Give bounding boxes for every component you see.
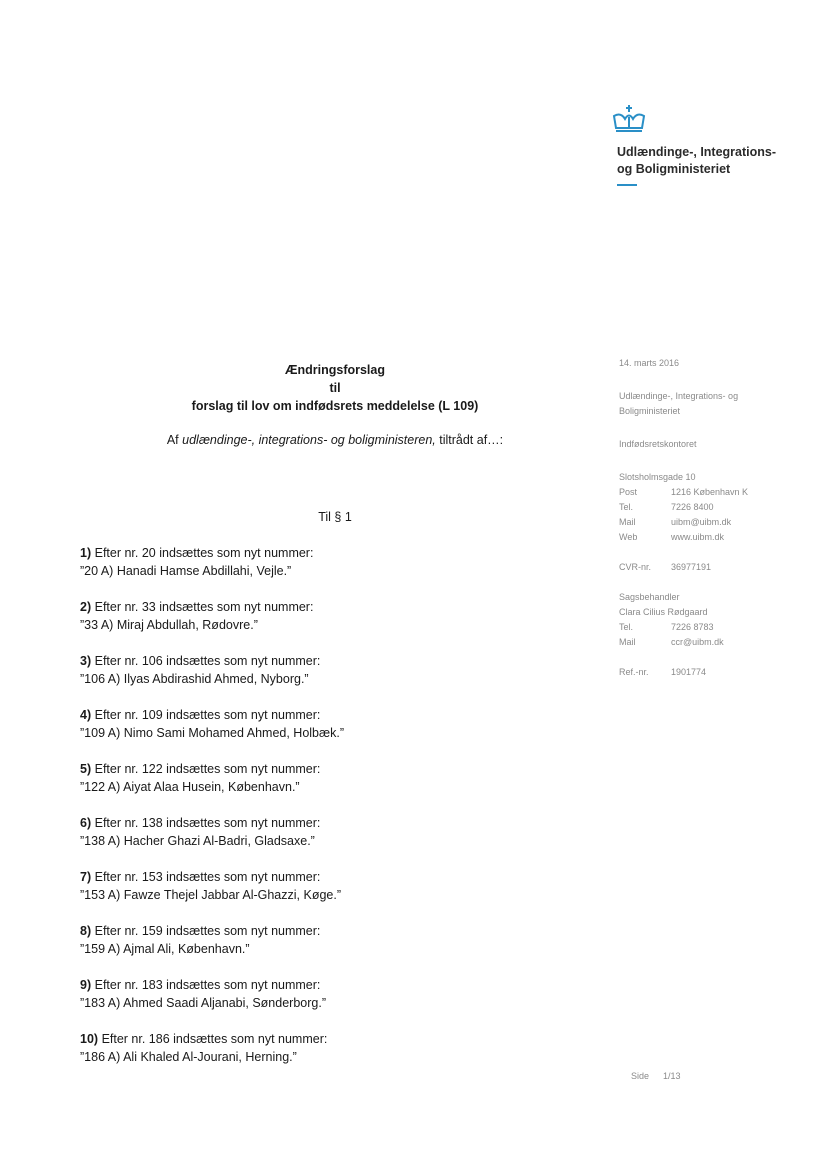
amendment-item [80, 544, 550, 598]
amendment-instruction: Efter nr. 183 indsættes som nyt nummer: [94, 978, 321, 992]
logo-underline [617, 184, 637, 186]
contact-value: 7226 8783 [671, 622, 714, 632]
amendment-instruction: Efter nr. 122 indsættes som nyt nummer: [94, 762, 321, 776]
amendment-item [80, 1030, 550, 1084]
contact-key: Post [619, 487, 638, 497]
contact-key: Mail [619, 637, 636, 647]
amendment-number: 2) [80, 600, 92, 614]
page-indicator [631, 1071, 681, 1081]
cvr-label: CVR-nr. [619, 562, 652, 572]
contact-value: 1216 København K [671, 487, 749, 497]
amendment-instruction: Efter nr. 138 indsættes som nyt nummer: [94, 816, 321, 830]
contact-row-web [619, 530, 799, 545]
contact-value: ccr@uibm.dk [671, 637, 724, 647]
street-address: Slotsholmsgade 10 [619, 472, 696, 482]
amendment-instruction: Efter nr. 109 indsættes som nyt nummer: [94, 708, 321, 722]
amendment-number: 3) [80, 654, 92, 668]
amendment-entry: ”109 A) Nimo Sami Mohamed Ahmed, Holbæk.” [80, 726, 344, 740]
amendment-number: 6) [80, 816, 92, 830]
amendment-instruction: Efter nr. 106 indsættes som nyt nummer: [94, 654, 321, 668]
amendment-entry: ”153 A) Fawze Thejel Jabbar Al-Ghazzi, Køge.” [80, 888, 341, 902]
caseworker-row-mail [619, 635, 799, 650]
reference-value: 1901774 [671, 667, 707, 677]
amendment-entry: ”183 A) Ahmed Saadi Aljanabi, Sønderborg.” [80, 996, 326, 1010]
byline-minister: udlændinge-, integrations- og boligministeren, [182, 433, 436, 447]
contact-key: Tel. [619, 502, 634, 512]
amendment-number: 4) [80, 708, 92, 722]
amendment-item [80, 868, 550, 922]
amendment-entry: ”20 A) Hanadi Hamse Abdillahi, Vejle.” [80, 564, 292, 578]
amendment-number: 1) [80, 546, 92, 560]
document-heading [130, 361, 540, 415]
heading-line-2: til [329, 381, 341, 395]
amendment-number: 10) [80, 1032, 99, 1046]
contact-block [619, 470, 799, 545]
amendment-item [80, 760, 550, 814]
contact-key: Mail [619, 517, 636, 527]
ministry-name [617, 144, 787, 178]
amendment-entry: ”186 A) Ali Khaled Al-Jourani, Herning.” [80, 1050, 297, 1064]
amendment-item [80, 706, 550, 760]
contact-row-mail [619, 515, 799, 530]
royal-crown-icon [612, 104, 646, 134]
amendment-instruction: Efter nr. 20 indsættes som nyt nummer: [94, 546, 314, 560]
document-date: 14. marts 2016 [619, 358, 680, 368]
amendment-instruction: Efter nr. 186 indsættes som nyt nummer: [101, 1032, 328, 1046]
amendment-item [80, 652, 550, 706]
reference-label: Ref.-nr. [619, 667, 649, 677]
caseworker-name: Clara Cilius Rødgaard [619, 607, 708, 617]
cvr-row [619, 560, 799, 575]
amendment-entry: ”33 A) Miraj Abdullah, Rødovre.” [80, 618, 258, 632]
amendment-list [80, 544, 550, 1084]
heading-line-3: forslag til lov om indfødsrets meddelelse (L 109) [191, 399, 479, 413]
contact-row-post [619, 485, 799, 500]
org-line-1: Udlændinge-, Integrations- og [619, 391, 739, 401]
amendment-instruction: Efter nr. 153 indsættes som nyt nummer: [94, 870, 321, 884]
contact-value: www.uibm.dk [671, 532, 725, 542]
reference-row [619, 665, 799, 680]
amendment-number: 5) [80, 762, 92, 776]
section-title: Til § 1 [318, 510, 352, 524]
cvr-value: 36977191 [671, 562, 712, 572]
byline [130, 433, 540, 447]
contact-row-tel [619, 500, 799, 515]
org-line-2: Boligministeriet [619, 406, 681, 416]
heading-line-1: Ændringsforslag [284, 363, 385, 377]
contact-value: 7226 8400 [671, 502, 714, 512]
ministry-name-line-1: Udlændinge-, Integrations- [617, 145, 777, 159]
page-label: Side [631, 1071, 650, 1081]
caseworker-row-tel [619, 620, 799, 635]
amendment-entry: ”122 A) Aiyat Alaa Husein, København.” [80, 780, 300, 794]
amendment-number: 8) [80, 924, 92, 938]
amendment-entry: ”138 A) Hacher Ghazi Al-Badri, Gladsaxe.” [80, 834, 315, 848]
amendment-item [80, 976, 550, 1030]
amendment-item [80, 598, 550, 652]
byline-suffix: tiltrådt af…: [435, 433, 504, 447]
contact-value: uibm@uibm.dk [671, 517, 732, 527]
contact-key: Web [619, 532, 638, 542]
sender-organization [619, 389, 799, 419]
ministry-name-line-2: og Boligministeriet [617, 162, 731, 176]
amendment-entry: ”106 A) Ilyas Abdirashid Ahmed, Nyborg.” [80, 672, 309, 686]
caseworker-block [619, 590, 799, 650]
letterhead-sidebar [619, 356, 799, 680]
byline-prefix: Af [166, 433, 183, 447]
caseworker-label: Sagsbehandler [619, 592, 680, 602]
amendment-instruction: Efter nr. 159 indsættes som nyt nummer: [94, 924, 321, 938]
contact-key: Tel. [619, 622, 634, 632]
amendment-item [80, 814, 550, 868]
amendment-number: 7) [80, 870, 92, 884]
amendment-number: 9) [80, 978, 92, 992]
amendment-entry: ”159 A) Ajmal Ali, København.” [80, 942, 250, 956]
amendment-item [80, 922, 550, 976]
amendment-instruction: Efter nr. 33 indsættes som nyt nummer: [94, 600, 314, 614]
sender-office: Indfødsretskontoret [619, 439, 697, 449]
page-number: 1/13 [663, 1071, 681, 1081]
